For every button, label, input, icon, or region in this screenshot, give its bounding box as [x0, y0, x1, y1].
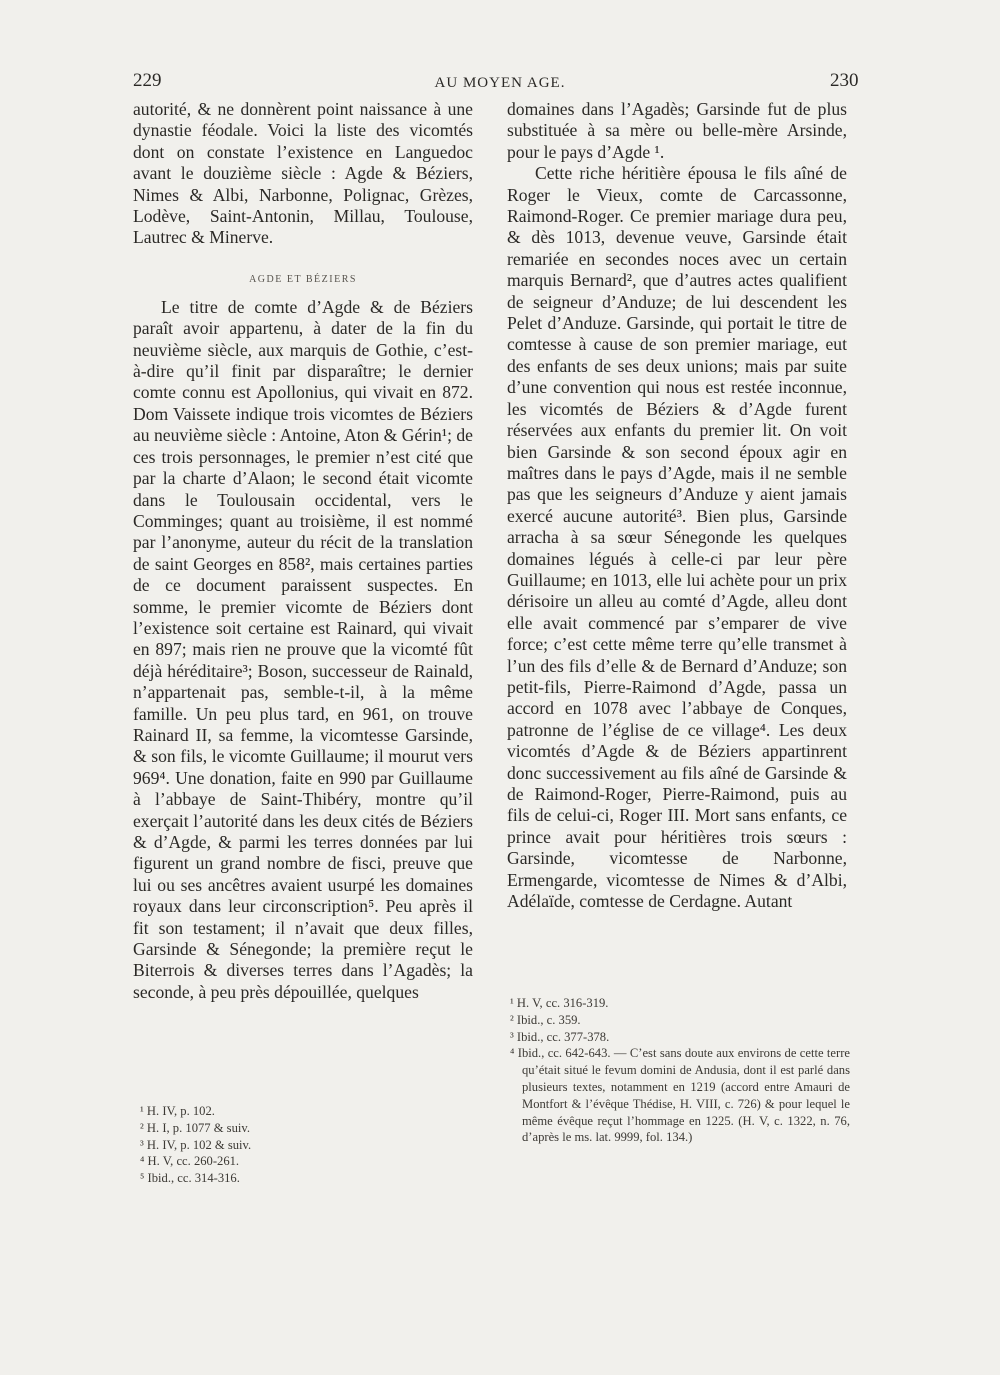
- right-paragraph-2: Cette riche héritière épousa le fils aîné de Roger le Vieux, comte de Carcassonne, Raimond-Roger. Ce premier mariage dura peu, & dès 1013, devenue veuve, Garsinde était remariée en secondes noces avec un certain marquis Bernard², que d’autres actes qualifient de seigneur d’Anduze; de lui descendent les Pelet d’Anduze. Garsinde, qui portait le titre de comtesse à cause de son premier mariage, eut des enfants de ses deux unions; mais par suite d’une convention qui nous est restée inconnue, les vicomtés de Béziers & d’Agde furent réservées aux enfants du premier lit. On voit bien Garsinde & son second époux agir en maîtres dans le pays d’Agde, mais il ne semble pas que les seigneurs d’Anduze y aient jamais exercé aucune autorité³. Bien plus, Garsinde arracha à sa sœur Sénegonde les quelques domaines légués à celle-ci par leur père Guillaume; en 1013, elle lui achète pour un prix dérisoire un alleu au comté d’Agde, alleu dont elle avait commencé par s’emparer de vive force; c’est cette même terre qu’elle transmet à l’un des fils d’elle & de Bernard d’Anduze; son petit-fils, Pierre-Raimond d’Agde, passa un accord en 1078 avec l’abbaye de Conques, patronne de l’église de ce village⁴. Les deux vicomtés d’Agde & de Béziers appartinrent donc successivement au fils aîné de Garsinde & de Raimond-Roger, Pierre-Raimond, puis au fils de celui-ci, Roger III. Mort sans enfants, ce prince avait pour héritières trois sœurs : Garsinde, vicomtesse de Narbonne, Ermengarde, vicomtesse de Nimes & d’Albi, Adélaïde, comtesse de Cerdagne. Autant: [507, 163, 847, 912]
- footnote: ⁵ Ibid., cc. 314-316.: [140, 1171, 240, 1186]
- section-heading: AGDE ET BÉZIERS: [249, 273, 357, 285]
- right-column: [507, 99, 847, 912]
- footnote: ³ H. IV, p. 102 & suiv.: [140, 1137, 252, 1152]
- footnote: ⁴ H. V, cc. 260-261.: [140, 1154, 240, 1169]
- footnote: ⁴ Ibid., cc. 642-643. — C’est sans doute aux environs de cette terre qu’était situé le fevum domini de Andusia, dont il est parlé dans plusieurs textes, notamment en 1219 (accord entre Amauri de Montfort & l’évêque Thédise, H. VIII, c. 726) & pour lequel le même évêque reçut l’hommage en 1225. (H. V, c. 1322, n. 76, d’après le ms. lat. 9999, fol. 134.): [510, 1046, 850, 1145]
- footnote: ¹ H. IV, p. 102.: [140, 1104, 215, 1118]
- footnote: ³ Ibid., cc. 377-378.: [510, 1029, 610, 1044]
- footnote: ² H. I, p. 1077 & suiv.: [140, 1120, 251, 1135]
- left-footnotes: [140, 1103, 400, 1187]
- left-paragraph-2: Le titre de comte d’Agde & de Béziers paraît avoir appartenu, à dater de la fin du neuvième siècle, aux marquis de Gothie, c’est-à-dire qu’il finit par disparaître; le dernier comte connu est Apollonius, qui vivait en 872. Dom Vaissete indique trois vicomtes de Béziers au neuvième siècle : Antoine, Aton & Gérin¹; de ces trois personnages, le premier n’est cité que par la charte d’Alaon; le second était vicomte dans le Toulousain occidental, vers le Comminges; quant au troisième, il est nommé par l’anonyme, auteur du récit de la translation de saint Georges en 858², mais certaines parties de ce document paraissent suspectes. En somme, le premier vicomte de Béziers dont l’existence soit certaine est Rainard, qui vivait en 897; mais rien ne prouve que la vicomté fût déjà héréditaire³; Boson, successeur de Rainald, n’appartenait pas, semble-t-il, à la même famille. Un peu plus tard, en 961, on trouve Rainard II, sa femme, la vicomtesse Garsinde, & son fils, le vicomte Guillaume; il mourut vers 969⁴. Une donation, faite en 990 par Guillaume à l’abbaye de Saint-Thibéry, montre qu’il exerçait l’autorité dans les deux cités de Béziers & d’Agde, & parmi les terres données par lui figurent un grand nombre de fisci, preuve que lui ou ses ancêtres avaient usurpé les domaines royaux dans leur circonscription⁵. Peu après il fit son testament; il n’avait que deux filles, Garsinde & Sénegonde; la première reçut le Biterrois & diverses terres dans l’Agadès; la seconde, à peu près dépouillée, quelques: [133, 296, 473, 1002]
- left-paragraph-1: autorité, & ne donnèrent point naissance à une dynastie féodale. Voici la liste des vicomtés dont on constate l’existence en Languedoc avant le douzième siècle : Agde & Béziers, Nimes & Albi, Narbonne, Polignac, Grèzes, Lodève, Saint-Antonin, Millau, Toulouse, Lautrec & Minerve.: [133, 99, 473, 248]
- running-head: AU MOYEN AGE.: [434, 75, 566, 91]
- left-column: [133, 99, 473, 1003]
- footnote: ² Ibid., c. 359.: [510, 1012, 581, 1027]
- page-number-right: 230: [830, 70, 859, 91]
- right-paragraph-1: domaines dans l’Agadès; Garsinde fut de plus substituée à sa mère ou belle-mère Arsinde, pour le pays d’Agde ¹.: [507, 99, 847, 162]
- page-number-left: 229: [133, 70, 162, 91]
- footnote: ¹ H. V, cc. 316-319.: [510, 996, 609, 1010]
- right-footnotes: [510, 995, 850, 1146]
